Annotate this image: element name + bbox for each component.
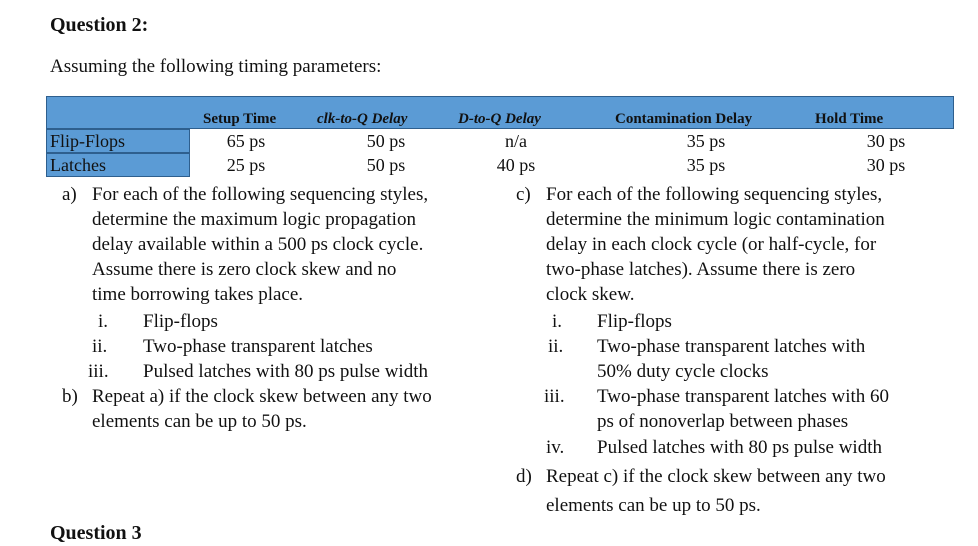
- part-c-item: ps of nonoverlap between phases: [597, 411, 849, 432]
- part-d-marker: d): [516, 466, 532, 487]
- part-a-item-num: ii.: [92, 336, 108, 357]
- part-c-line: For each of the following sequencing styles,: [546, 184, 883, 205]
- part-c-item: 50% duty cycle clocks: [597, 361, 769, 382]
- table-cell: 35 ps: [686, 131, 726, 151]
- table-cell: 65 ps: [226, 131, 266, 151]
- header-hold-time: Hold Time: [815, 111, 884, 127]
- table-row: [46, 153, 954, 177]
- table-cell: 40 ps: [496, 155, 536, 175]
- part-a-marker: a): [62, 184, 77, 205]
- table-cell: 30 ps: [866, 131, 906, 151]
- header-d-to-q: D-to-Q Delay: [458, 111, 541, 127]
- table-cell: 50 ps: [366, 131, 406, 151]
- part-a-item-num: i.: [98, 311, 109, 332]
- table-cell: n/a: [505, 131, 527, 151]
- part-d-line: elements can be up to 50 ps.: [546, 495, 761, 516]
- header-setup-time: Setup Time: [203, 111, 277, 127]
- part-b-marker: b): [62, 386, 78, 407]
- part-a-line: Assume there is zero clock skew and no: [92, 259, 397, 280]
- part-c-line: two-phase latches). Assume there is zero: [546, 259, 856, 280]
- table-cell: 25 ps: [226, 155, 266, 175]
- part-a-item: Flip-flops: [143, 311, 218, 332]
- table-row: [46, 129, 954, 153]
- table-cell: 35 ps: [686, 155, 726, 175]
- part-a-line: For each of the following sequencing styles,: [92, 184, 429, 205]
- next-question-heading: Question 3: [50, 522, 142, 544]
- part-c-item: Flip-flops: [597, 311, 672, 332]
- part-b-line: elements can be up to 50 ps.: [92, 411, 307, 432]
- question-intro: Assuming the following timing parameters:: [50, 56, 382, 77]
- part-b-line: Repeat a) if the clock skew between any two: [92, 386, 432, 407]
- part-c-item-num: i.: [552, 311, 563, 332]
- part-c-line: determine the minimum logic contamination: [546, 209, 885, 230]
- part-c-item: Two-phase transparent latches with 60: [597, 386, 890, 407]
- part-a-item-num: iii.: [88, 361, 109, 382]
- header-contamination: Contamination Delay: [615, 111, 753, 127]
- row-label-latches: Latches: [46, 153, 190, 177]
- row-label-flip-flops: Flip-Flops: [46, 129, 190, 153]
- part-a-line: delay available within a 500 ps clock cycle.: [92, 234, 424, 255]
- table-cell: 50 ps: [366, 155, 406, 175]
- part-d-line: Repeat c) if the clock skew between any two: [546, 466, 886, 487]
- part-a-line: time borrowing takes place.: [92, 284, 304, 305]
- part-a-item: Two-phase transparent latches: [143, 336, 373, 357]
- part-c-item: Two-phase transparent latches with: [597, 336, 866, 357]
- header-clk-to-q: clk-to-Q Delay: [317, 111, 408, 127]
- part-c-item-num: ii.: [548, 336, 564, 357]
- part-c-marker: c): [516, 184, 531, 205]
- part-c-item: Pulsed latches with 80 ps pulse width: [597, 437, 882, 458]
- table-header: [46, 96, 954, 129]
- part-a-line: determine the maximum logic propagation: [92, 209, 416, 230]
- table-cell: 30 ps: [866, 155, 906, 175]
- part-c-line: delay in each clock cycle (or half-cycle, for: [546, 234, 877, 255]
- question-title: Question 2:: [50, 14, 149, 36]
- part-c-item-num: iii.: [544, 386, 565, 407]
- part-a-item: Pulsed latches with 80 ps pulse width: [143, 361, 428, 382]
- part-c-line: clock skew.: [546, 284, 635, 305]
- part-c-item-num: iv.: [546, 437, 565, 458]
